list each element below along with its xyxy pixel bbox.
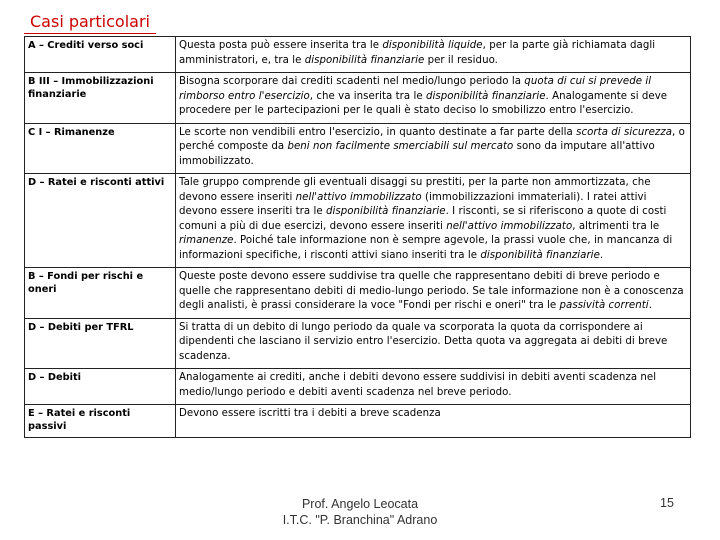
table-row (25, 318, 691, 369)
row-description (176, 318, 691, 369)
table-row (25, 405, 691, 438)
row-key: D – Debiti (25, 369, 176, 405)
description-emphasis: disponibilità finanziarie (304, 54, 425, 66)
table-row (25, 268, 691, 319)
page-number: 15 (660, 496, 674, 510)
row-description (176, 405, 691, 438)
description-text: Queste poste devono essere suddivise tra quelle che rappresentano debiti di breve periodo e quelle che rappresentano debiti di medio-lungo periodo. Se tale informazione non è a conoscenza degli analisti, è prassi considerare la voce "Fondi per rischi e oneri" tra le (179, 271, 684, 311)
description-text: . Analogamente si deve procedere per le partecipazioni per le quali è stato deciso lo smobilizzo entro l'esercizio. (179, 90, 668, 116)
slide-title: Casi particolari (30, 12, 150, 31)
row-description (176, 369, 691, 405)
description-text: Devono essere iscritti tra i debiti a breve scadenza (179, 408, 441, 419)
description-text: Tale gruppo comprende gli eventuali disaggi su prestiti, per la parte non ammortizzata, che devono essere inseriti (179, 177, 651, 203)
description-text: , che va inserita tra le (309, 90, 426, 102)
description-emphasis: rimanenze (179, 235, 234, 246)
description-emphasis: disponibilità finanziarie (480, 249, 600, 261)
classification-table (24, 36, 691, 438)
description-text: . (599, 249, 604, 261)
row-key: C I – Rimanenze (25, 123, 176, 174)
description-emphasis: scorta di sicurezza (576, 126, 673, 138)
description-text: , per la parte già richiamata dagli amministratori, e, tra le (179, 40, 656, 66)
row-key: B III – Immobilizzazioni finanziarie (25, 73, 176, 124)
description-emphasis: nell'attivo immobilizzato (295, 191, 422, 203)
description-emphasis: nell'attivo immobilizzato (446, 220, 573, 232)
row-key: D – Debiti per TFRL (25, 318, 176, 369)
row-key: A – Crediti verso soci (25, 37, 176, 73)
table-row (25, 73, 691, 124)
description-text: . (648, 300, 652, 311)
description-text: sono da imputare all'attivo immobilizzato. (179, 141, 655, 167)
row-description (176, 123, 691, 174)
row-description (176, 268, 691, 319)
description-emphasis: quota di cui si prevede il rimborso entro l'esercizio (179, 76, 652, 102)
table-row (25, 174, 691, 268)
row-description (176, 174, 691, 268)
footer-line-2: I.T.C. "P. Branchina" Adrano (282, 513, 438, 527)
row-key: B – Fondi per rischi e oneri (25, 268, 176, 319)
table-row (25, 123, 691, 174)
title-underline (24, 33, 156, 34)
description-text: Le scorte non vendibili entro l'esercizio, in quanto destinate a far parte della (179, 126, 577, 138)
description-text: , altrimenti tra le (572, 220, 660, 232)
description-text: , o perché composte da (179, 126, 685, 152)
description-emphasis: beni non facilmente smerciabili sul mercato (287, 141, 514, 152)
table-row (25, 37, 691, 73)
description-text: . Poiché tale informazione non è sempre agevole, la prassi vuole che, in mancanza di informazioni specifiche, i risconti attivi siano inseriti tra le (179, 235, 673, 261)
description-text: Bisogna scorporare dai crediti scadenti nel medio/lungo periodo la (179, 76, 525, 87)
footer-author (230, 496, 490, 528)
description-text: (immobilizzazioni immateriali). I ratei attivi devono essere inseriti tra le (179, 191, 647, 217)
description-text: . I risconti, se si riferiscono a quote di costi comuni a più di due esercizi, devono essere inseriti (179, 206, 667, 232)
description-text: Analogamente ai crediti, anche i debiti devono essere suddivisi in debiti aventi scadenza nel medio/lungo periodo e debiti aventi scadenza nel breve periodo. (179, 372, 657, 398)
description-emphasis: disponibilità liquide (382, 40, 483, 51)
row-description (176, 73, 691, 124)
row-description (176, 37, 691, 73)
description-text: Questa posta può essere inserita tra le (179, 40, 383, 51)
description-text: Si tratta di un debito di lungo periodo da quale va scorporata la quota da corrispondere ai dipendenti che lasciano il servizio entro l'esercizio. Detta quota va aggregata ai debiti di breve scadenza. (179, 321, 668, 362)
table-row (25, 369, 691, 405)
description-emphasis: disponibilità finanziarie (326, 206, 446, 217)
description-emphasis: passività correnti (559, 300, 649, 311)
description-emphasis: disponibilità finanziarie (425, 90, 546, 102)
footer-line-1: Prof. Angelo Leocata (301, 497, 419, 511)
row-key: E – Ratei e risconti passivi (25, 405, 176, 438)
row-key: D – Ratei e risconti attivi (25, 174, 176, 268)
description-text: per il residuo. (424, 54, 498, 66)
